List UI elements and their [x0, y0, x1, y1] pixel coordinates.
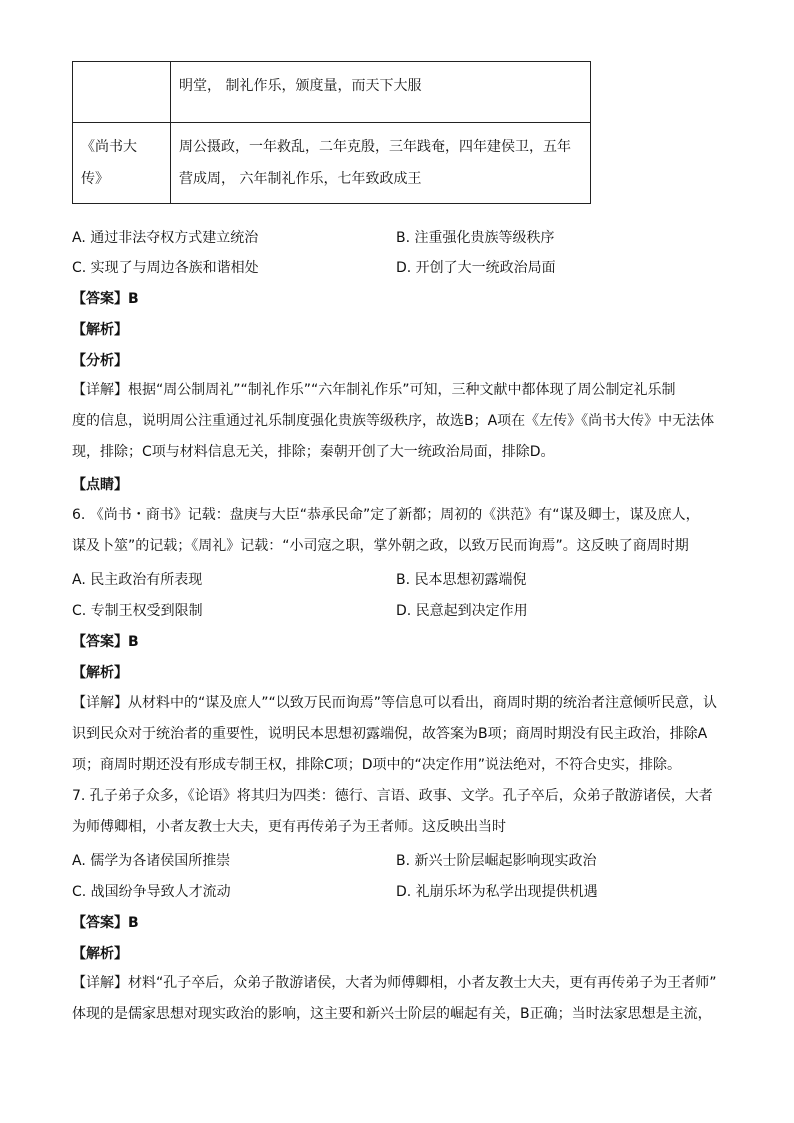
- q7-stem: [72, 781, 722, 843]
- q6-option-d: D. 民意起到决定作用: [396, 603, 528, 619]
- q6-option-a: A. 民主政治有所表现: [72, 572, 203, 588]
- q6-option-b: B. 民本思想初露端倪: [396, 572, 527, 588]
- q6-stem: [72, 500, 722, 562]
- detail-line: 现，排除；C项与材料信息无关，排除；秦朝开创了大一统政治局面，排除D。: [72, 444, 555, 460]
- content-line: 营成周， 六年制礼作乐，七年致政成王: [179, 171, 422, 187]
- q6-analysis-tag: 【解析】: [72, 665, 128, 681]
- q5-dianjing-tag: 【点睛】: [72, 477, 128, 493]
- source-line: 传》: [81, 171, 109, 187]
- table-row: [73, 123, 591, 204]
- q5-fenxi-tag: 【分析】: [72, 353, 128, 369]
- table-cell-source: [73, 62, 171, 123]
- table-cell-source: [73, 123, 171, 204]
- stem-line: 为师傅卿相，小者友教士大夫，更有再传弟子为王者师。这反映出当时: [72, 819, 506, 835]
- q7-option-a: A. 儒学为各诸侯国所推崇: [72, 853, 231, 869]
- q7-option-b: B. 新兴士阶层崛起影响现实政治: [396, 853, 597, 869]
- q7-analysis-tag: 【解析】: [72, 946, 128, 962]
- q5-analysis-tag: 【解析】: [72, 322, 128, 338]
- q6-answer: 【答案】B: [72, 634, 139, 650]
- q5-answer: 【答案】B: [72, 291, 139, 307]
- stem-line: 谋及卜筮”的记载；《周礼》记载：“小司寇之职，掌外朝之政，以致万民而询焉”。这反映了商周时期: [72, 538, 689, 554]
- detail-line: 体现的是儒家思想对现实政治的影响，这主要和新兴士阶层的崛起有关，B正确；当时法家思想是主流，: [72, 1006, 712, 1022]
- q7-detail: [72, 968, 722, 1030]
- detail-line: 项；商周时期还没有形成专制王权，排除C项；D项中的“决定作用”说法绝对，不符合史实，排除。: [72, 757, 682, 773]
- detail-line: 度的信息，说明周公注重通过礼乐制度强化贵族等级秩序，故选B；A项在《左传》《尚书大传》中无法体: [72, 413, 715, 429]
- table-cell-content: [171, 123, 591, 204]
- q5-option-a: A. 通过非法夺权方式建立统治: [72, 230, 259, 246]
- q5-detail: [72, 375, 722, 468]
- q5-option-b: B. 注重强化贵族等级秩序: [396, 230, 555, 246]
- detail-line: 【详解】从材料中的“谋及庶人”“以致万民而询焉”等信息可以看出，商周时期的统治者注意倾听民意，认: [72, 695, 718, 711]
- q7-option-d: D. 礼崩乐坏为私学出现提供机遇: [396, 884, 598, 900]
- detail-line: 识到民众对于统治者的重要性，说明民本思想初露端倪，故答案为B项；商周时期没有民主政治，排除A: [72, 726, 708, 742]
- q7-option-c: C. 战国纷争导致人才流动: [72, 884, 231, 900]
- q5-option-d: D. 开创了大一统政治局面: [396, 260, 556, 276]
- table-row: [73, 62, 591, 123]
- stem-line: 6. 《尚书・商书》记载：盘庚与大臣“恭承民命”定了新都；周初的《洪范》有“谋及卿士，谋及庶人，: [72, 507, 700, 523]
- q5-option-c: C. 实现了与周边各族和谐相处: [72, 260, 259, 276]
- content-line: 周公摄政，一年救乱，二年克殷，三年践奄，四年建侯卫，五年: [179, 139, 571, 155]
- detail-line: 【详解】根据“周公制周礼”“制礼作乐”“六年制礼作乐”可知，三种文献中都体现了周公制定礼乐制: [72, 382, 676, 398]
- source-line: 《尚书大: [81, 139, 137, 155]
- source-table: [72, 61, 591, 204]
- q6-option-c: C. 专制王权受到限制: [72, 603, 203, 619]
- table-cell-content: 明堂， 制礼作乐，颁度量，而天下大服: [171, 62, 591, 123]
- q6-detail: [72, 688, 722, 781]
- detail-line: 【详解】材料“孔子卒后，众弟子散游诸侯，大者为师傅卿相，小者友教士大夫，更有再传弟子为王者师”: [72, 975, 717, 991]
- q7-answer: 【答案】B: [72, 915, 139, 931]
- stem-line: 7. 孔子弟子众多，《论语》将其归为四类：德行、言语、政事、文学。孔子卒后，众弟子散游诸侯，大者: [72, 788, 713, 804]
